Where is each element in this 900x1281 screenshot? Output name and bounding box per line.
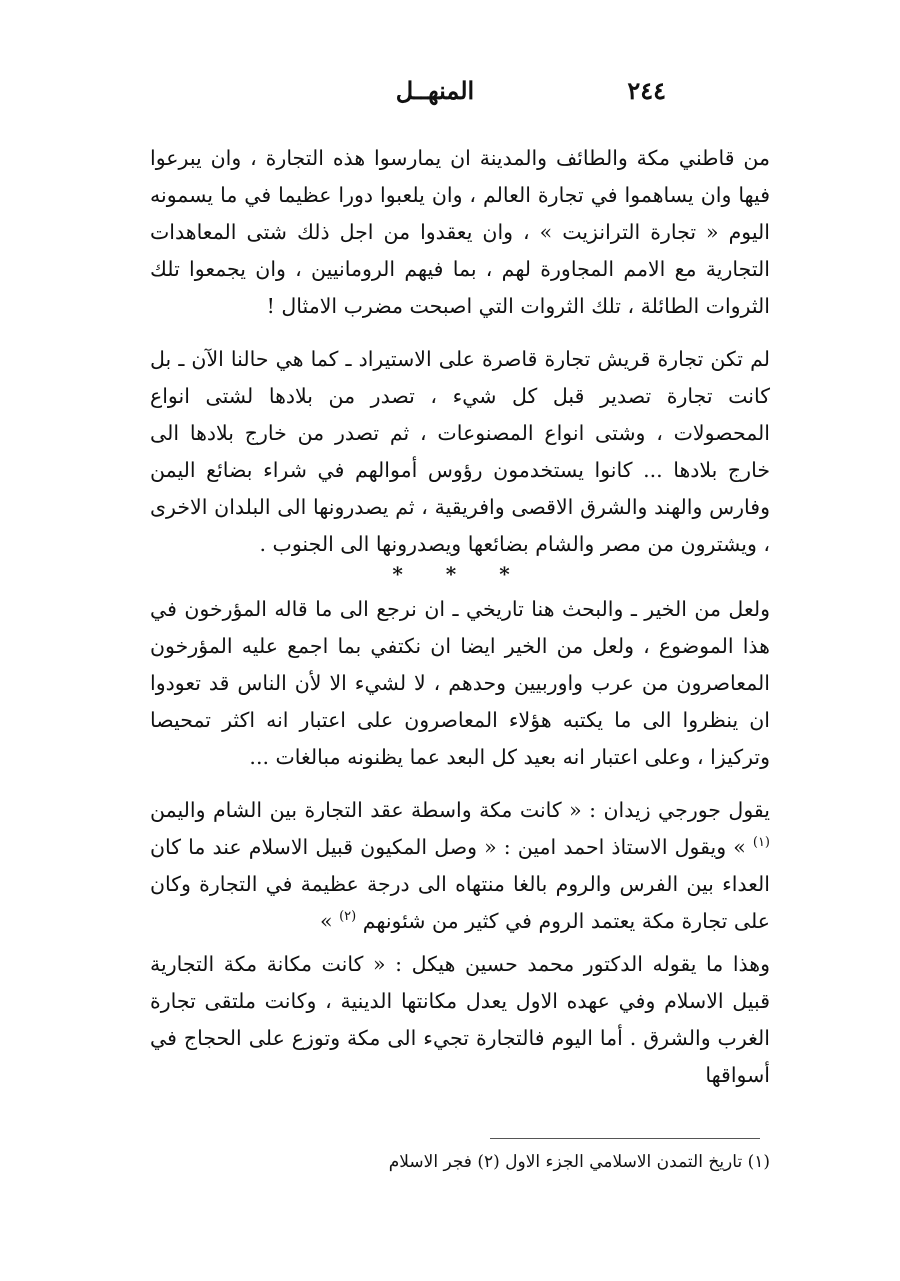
section-separator: * * * [392, 562, 528, 586]
article-body [150, 140, 770, 1106]
paragraph-2: لم تكن تجارة قريش تجارة قاصرة على الاستيراد ـ كما هي حالنا الآن ـ بل كانت تجارة تصدير قبل كل شيء ، تصدر من بلادها لشتى انواع المحصولات ، وشتى انواع المصنوعات ، ثم تصدر من خارج بلادها الى خارج بلادها ... كانوا يستخدمون رؤوس أموالهم في شراء بضائع اليمن وفارس والهند والشرق الاقصى وافريقية ، ثم يصدرونها الى البلدان الاخرى ، ويشترون من مصر والشام بضائعها ويصدرونها الى الجنوب . [150, 347, 770, 556]
page-number: ٢٤٤ [627, 76, 666, 105]
footnote-divider [490, 1138, 760, 1139]
footnote-ref-1: (١) [752, 835, 770, 851]
paragraph-4-start: يقول جورجي زيدان : « كانت مكة واسطة عقد التجارة بين الشام واليمن [150, 798, 770, 822]
paragraph-1: من قاطني مكة والطائف والمدينة ان يمارسوا هذه التجارة ، وان يبرعوا فيها وان يساهموا في تجارة العالم ، وان يلعبوا دورا عظيما في ما يسمونه اليوم « تجارة الترانزيت » ، وان يعقدوا من اجل ذلك شتى المعاهدات التجارية مع الامم المجاورة لهم ، بما فيهم الرومانيين ، وان يجمعوا تلك الثروات الطائلة ، تلك الثروات التي اصبحت مضرب الامثال ! [150, 146, 770, 318]
paragraph-4-rest: » ويقول الاستاذ احمد امين : « وصل المكيون قبيل الاسلام عند ما كان العداء بين الفرس والروم بالغا منتهاه الى درجة عظيمة في التجارة وكان على تجارة مكة يعتمد الروم في كثير من شئونهم [150, 835, 770, 933]
page-header [150, 76, 750, 116]
paragraph-4 [150, 792, 770, 940]
paragraph-5: وهذا ما يقوله الدكتور محمد حسين هيكل : « كانت مكانة مكة التجارية قبيل الاسلام وفي عهده الاول يعدل مكانتها الدينية ، وكانت ملتقى تجارة الغرب والشرق . أما اليوم فالتجارة تجيء الى مكة وتوزع على الحجاج في أسواقها [150, 952, 770, 1087]
journal-title: المنهــل [395, 76, 475, 105]
footnote: (١) تاريخ التمدن الاسلامي الجزء الاول (٢) فجر الاسلام [388, 1152, 770, 1172]
paragraph-4-end: » [319, 909, 333, 933]
paragraph-3: ولعل من الخير ـ والبحث هنا تاريخي ـ ان نرجع الى ما قاله المؤرخون في هذا الموضوع ، ولعل من الخير ايضا ان نكتفي بما اجمع عليه المؤرخون المعاصرون من عرب واوربيين وحدهم ، لا لشيء الا لأن الناس قد تعودوا ان ينظروا الى ما يكتبه هؤلاء المعاصرون على اعتبار انه اكثر تمحيصا وتركيزا ، وعلى اعتبار انه بعيد كل البعد عما يظنونه مبالغات ... [150, 597, 770, 769]
footnote-ref-2: (٢) [339, 909, 357, 925]
